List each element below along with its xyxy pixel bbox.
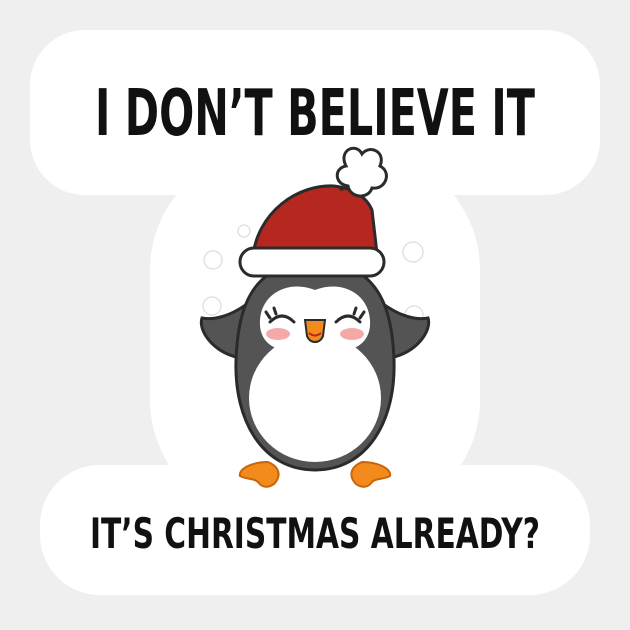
penguin-belly [249,334,381,462]
penguin-beak [305,320,325,342]
headline-top: I DON’T BELIEVE IT [95,77,536,151]
headline-bottom: IT’S CHRISTMAS ALREADY? [90,509,540,558]
